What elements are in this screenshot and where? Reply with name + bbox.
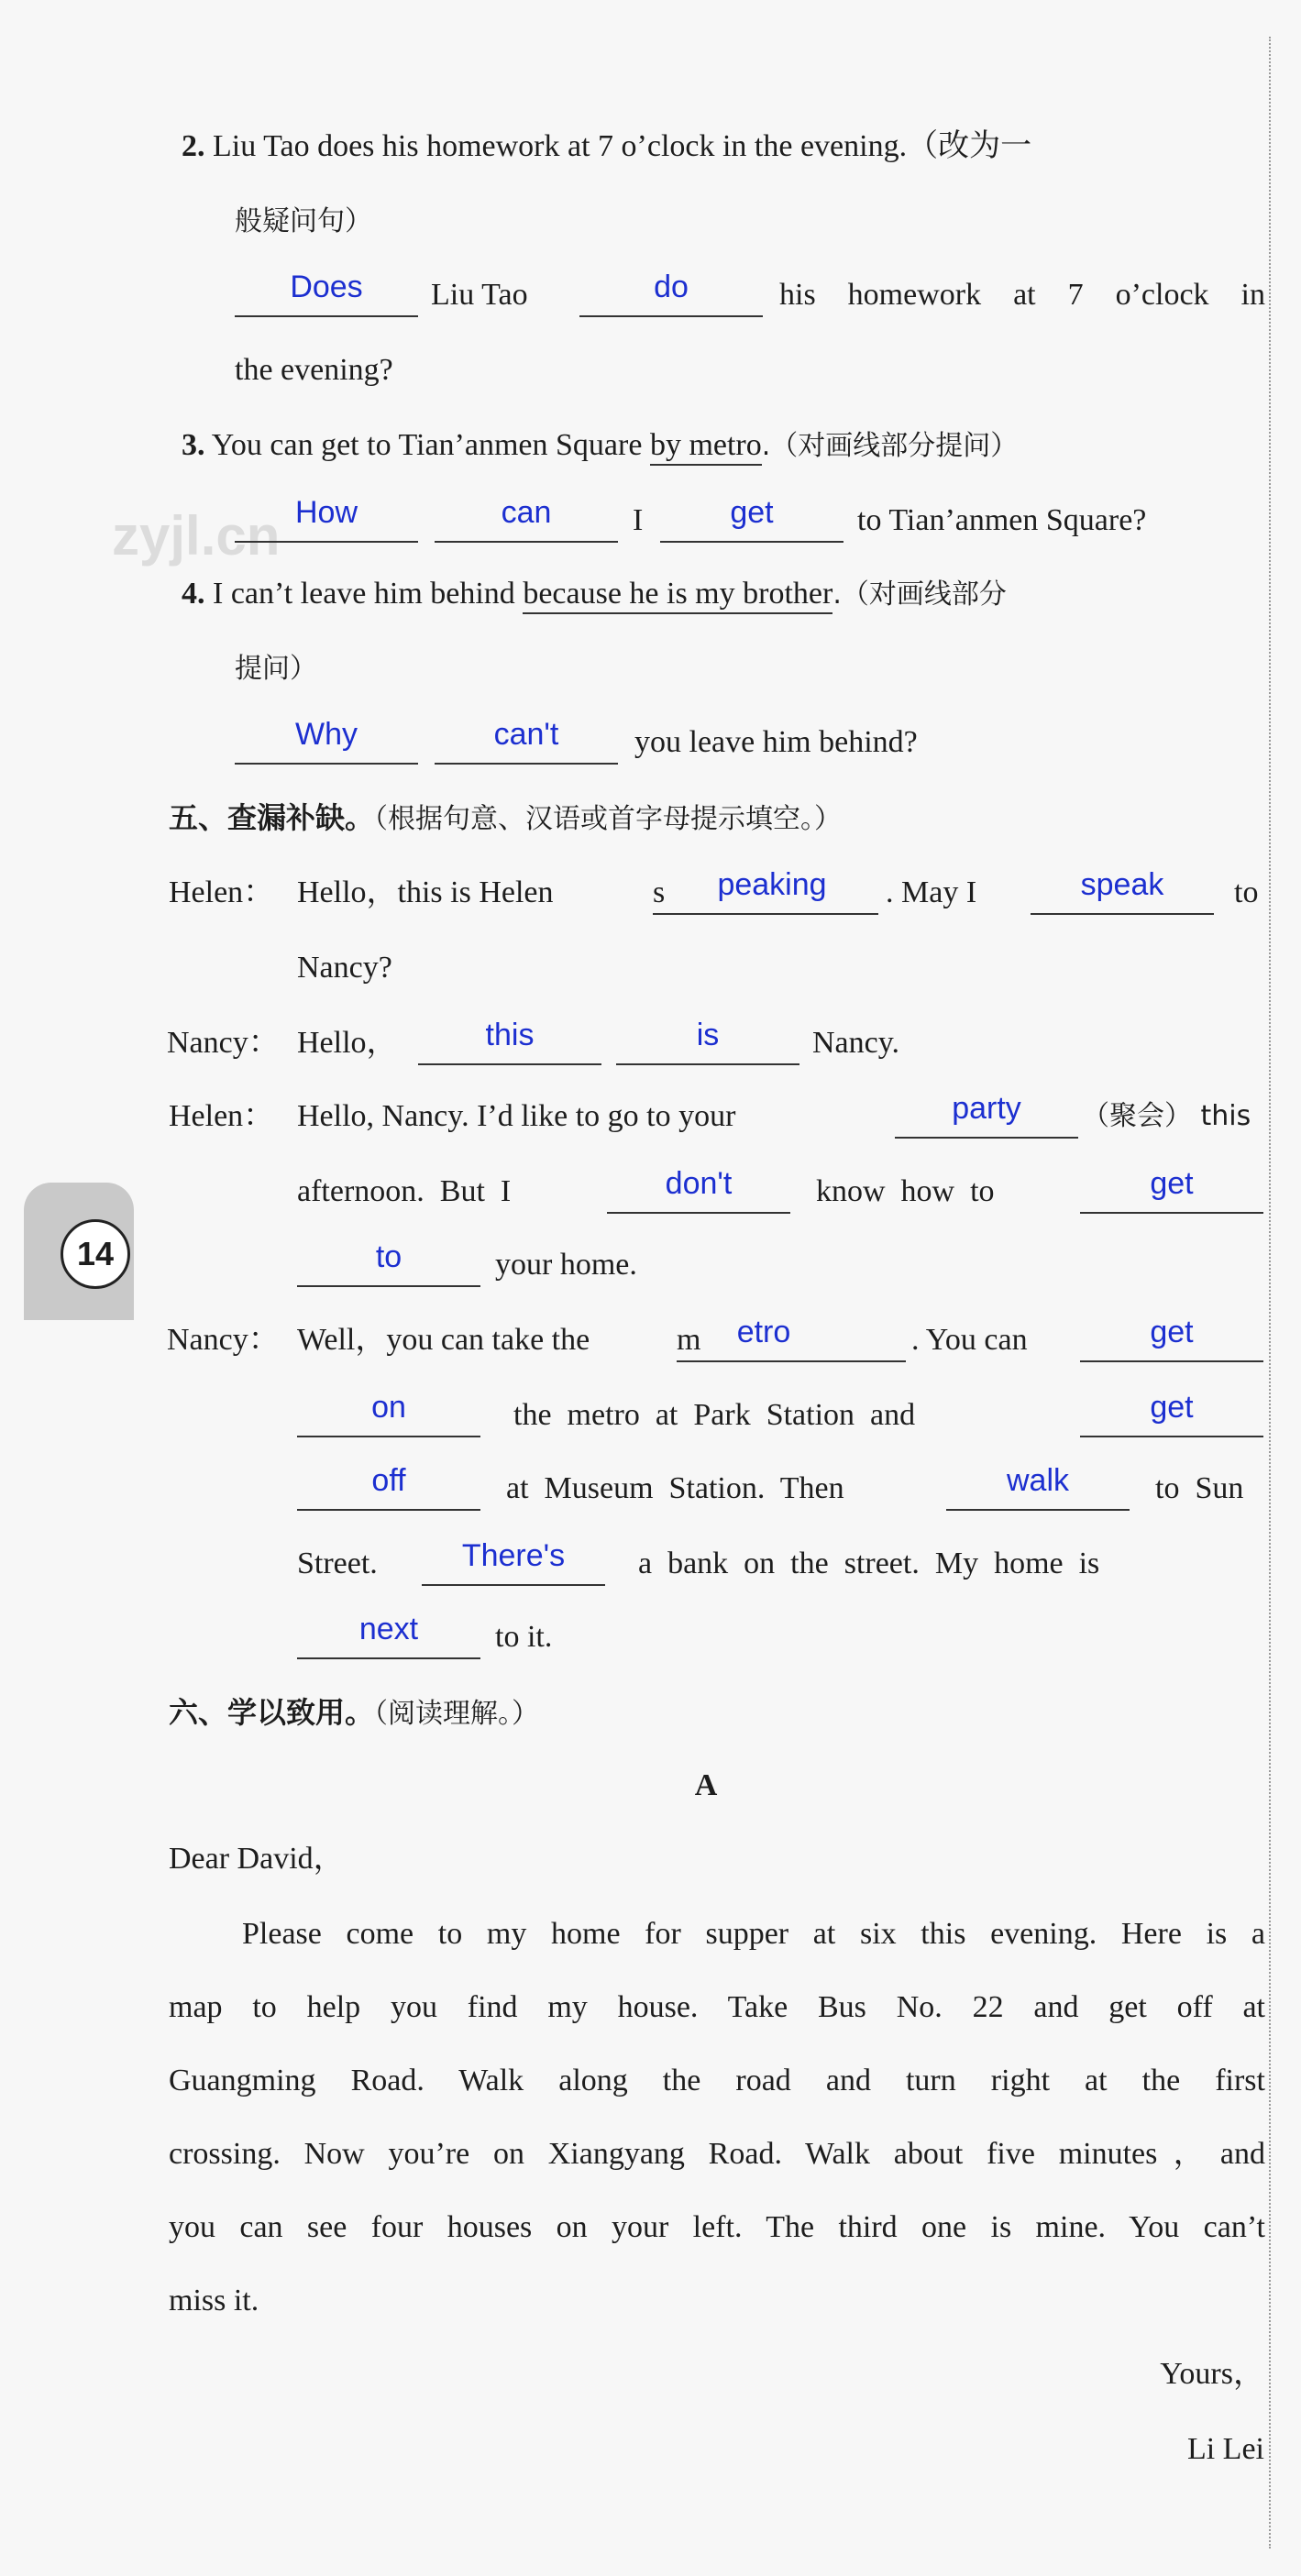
- section5-title: 五、查漏补缺。: [169, 800, 375, 835]
- dialog-blank-15[interactable]: [422, 1538, 605, 1586]
- q2-line2: 般疑问句）: [235, 205, 372, 237]
- dialog-l9b: to Sun: [1155, 1471, 1244, 1505]
- dialog-l1b: . May I: [886, 875, 977, 909]
- dialog-answer-6: don't: [665, 1166, 733, 1201]
- dialog-answer-3: this: [485, 1018, 535, 1052]
- section5-note: （根据句意、汉语或首字母提示填空。）: [374, 803, 843, 835]
- dialog-answer-11: on: [371, 1390, 406, 1425]
- letter-line-5: you can see four houses on your left. The third one is mine. You can’t: [169, 2210, 1265, 2244]
- dialog-answer-4: is: [696, 1018, 720, 1052]
- q3-line1: [182, 425, 1018, 467]
- q3-mid-text: I: [633, 503, 644, 537]
- q4-answer-1: Why: [295, 717, 358, 752]
- page-edge-dotted-line: [1269, 37, 1271, 2548]
- section5-heading: [169, 798, 842, 840]
- q2-blank-2[interactable]: [579, 270, 763, 317]
- q2-answer-2: do: [654, 270, 689, 304]
- dialog-l5a: afternoon. But I: [297, 1174, 512, 1208]
- passage-label: A: [694, 1768, 718, 1802]
- q3-underlined: by metro: [650, 428, 762, 466]
- q4-pre: I can’t leave him behind: [213, 577, 524, 611]
- dialog-blank-3[interactable]: [418, 1018, 601, 1065]
- dialog-l4a: Hello, Nancy. I’d like to go to your: [297, 1099, 736, 1133]
- letter-closing: Yours，: [1160, 2357, 1264, 2391]
- section6-title: 六、学以致用。: [169, 1695, 375, 1730]
- q2-answer-1: Does: [290, 270, 363, 304]
- speaker-helen-2: Helen：: [169, 1099, 275, 1133]
- q4-underlined: because he is my brother: [523, 577, 832, 614]
- dialog-answer-16: next: [358, 1612, 419, 1646]
- q2-blank-1[interactable]: [235, 270, 418, 317]
- dialog-l8a: the metro at Park Station and: [513, 1398, 916, 1432]
- dialog-blank-16[interactable]: [297, 1612, 480, 1659]
- q3-tail-text: to Tian’anmen Square?: [857, 503, 1147, 537]
- dialog-answer-10: get: [1150, 1315, 1194, 1349]
- dialog-blank-5[interactable]: [895, 1091, 1078, 1139]
- section6-heading: [169, 1692, 539, 1734]
- dialog-l2: Nancy?: [297, 951, 392, 985]
- dialog-blank-14[interactable]: [946, 1463, 1130, 1511]
- dialog-answer-12: get: [1150, 1390, 1194, 1425]
- q4-tail-text: you leave him behind?: [634, 725, 918, 759]
- dialog-blank-1[interactable]: [653, 867, 878, 915]
- q4-number: 4.: [182, 577, 205, 611]
- letter-line-6: miss it.: [169, 2284, 259, 2317]
- dialog-b9-prefix: m: [677, 1323, 701, 1357]
- speaker-nancy-2: Nancy：: [167, 1323, 280, 1357]
- dialog-blank-9[interactable]: [677, 1315, 906, 1362]
- dialog-answer-7: get: [1150, 1166, 1194, 1201]
- dialog-blank-2[interactable]: [1031, 867, 1214, 915]
- dialog-blank-6[interactable]: [607, 1166, 790, 1214]
- dialog-answer-8: to: [375, 1239, 402, 1274]
- dialog-b1-prefix: s: [653, 875, 666, 909]
- q3-blank-1[interactable]: [235, 495, 418, 543]
- dialog-l4b: （聚会） this: [1082, 1100, 1251, 1132]
- dialog-l10b: a bank on the street. My home is: [638, 1547, 1100, 1580]
- dialog-l7b: . You can: [911, 1323, 1028, 1357]
- dialog-l1a: Hello，this is Helen: [297, 875, 554, 909]
- q3-blank-3[interactable]: [660, 495, 843, 543]
- q4-blank-1[interactable]: [235, 717, 418, 765]
- dialog-answer-15: There's: [461, 1538, 566, 1573]
- q3-post: .（对画线部分提问）: [761, 430, 1019, 462]
- q3-answer-3: get: [730, 495, 774, 530]
- q3-answer-2: can: [501, 495, 552, 530]
- page-number: 14: [61, 1219, 130, 1289]
- dialog-blank-11[interactable]: [297, 1390, 480, 1437]
- letter-greeting: Dear David，: [169, 1842, 345, 1876]
- q2-sentence: Liu Tao does his homework at 7 o’clock in the evening.（改为一: [213, 129, 1032, 163]
- q2-number: 2.: [182, 129, 205, 163]
- q4-line1: [182, 574, 1007, 615]
- dialog-l9a: at Museum Station. Then: [506, 1471, 844, 1505]
- dialog-answer-2: speak: [1080, 867, 1164, 902]
- dialog-l3a: Hello，: [297, 1026, 398, 1060]
- q4-answer-2: can't: [493, 717, 559, 752]
- dialog-l6: your home.: [495, 1248, 637, 1282]
- watermark: zyjl.cn: [112, 505, 281, 567]
- letter-line-4: crossing. Now you’re on Xiangyang Road. Walk about five minutes，and: [169, 2137, 1265, 2171]
- dialog-blank-12[interactable]: [1080, 1390, 1263, 1437]
- q4-post: .（对画线部分: [832, 578, 1007, 611]
- letter-line-1: Please come to my home for supper at six this evening. Here is a: [242, 1917, 1265, 1951]
- q2-mid-text: Liu Tao: [431, 278, 528, 312]
- letter-signature: Li Lei: [1186, 2432, 1264, 2466]
- dialog-l7a: Well，you can take the: [297, 1323, 590, 1357]
- speaker-helen-1: Helen：: [169, 875, 275, 909]
- letter-line-3: Guangming Road. Walk along the road and turn right at the first: [169, 2064, 1265, 2097]
- q2-line4: the evening?: [235, 353, 393, 387]
- q3-number: 3.: [182, 428, 205, 462]
- dialog-l5b: know how to: [816, 1174, 995, 1208]
- dialog-l11: to it.: [495, 1620, 553, 1654]
- speaker-nancy-1: Nancy：: [167, 1026, 280, 1060]
- q3-answer-1: How: [294, 495, 358, 530]
- dialog-l10a: Street.: [297, 1547, 378, 1580]
- dialog-answer-13: off: [371, 1463, 406, 1498]
- dialog-l1c: to: [1234, 875, 1259, 909]
- q2-tail-text: his homework at 7 o’clock in: [779, 278, 1265, 312]
- dialog-blank-10[interactable]: [1080, 1315, 1263, 1362]
- dialog-answer-9: etro: [736, 1315, 791, 1349]
- dialog-l3b: Nancy.: [812, 1026, 900, 1060]
- q3-blank-2[interactable]: [435, 495, 618, 543]
- dialog-answer-1: peaking: [717, 867, 827, 902]
- section6-note: （阅读理解。）: [374, 1698, 540, 1730]
- dialog-blank-7[interactable]: [1080, 1166, 1263, 1214]
- dialog-blank-4[interactable]: [616, 1018, 799, 1065]
- q3-pre: You can get to Tian’anmen Square: [211, 428, 650, 462]
- dialog-blank-13[interactable]: [297, 1463, 480, 1511]
- letter-line-2: map to help you find my house. Take Bus No. 22 and get off at: [169, 1990, 1265, 2024]
- q2-line1: [182, 127, 1031, 167]
- q4-line2: 提问）: [235, 653, 317, 685]
- dialog-answer-5: party: [952, 1091, 1021, 1126]
- dialog-answer-14: walk: [1006, 1463, 1070, 1498]
- q4-blank-2[interactable]: [435, 717, 618, 765]
- dialog-blank-8[interactable]: [297, 1239, 480, 1287]
